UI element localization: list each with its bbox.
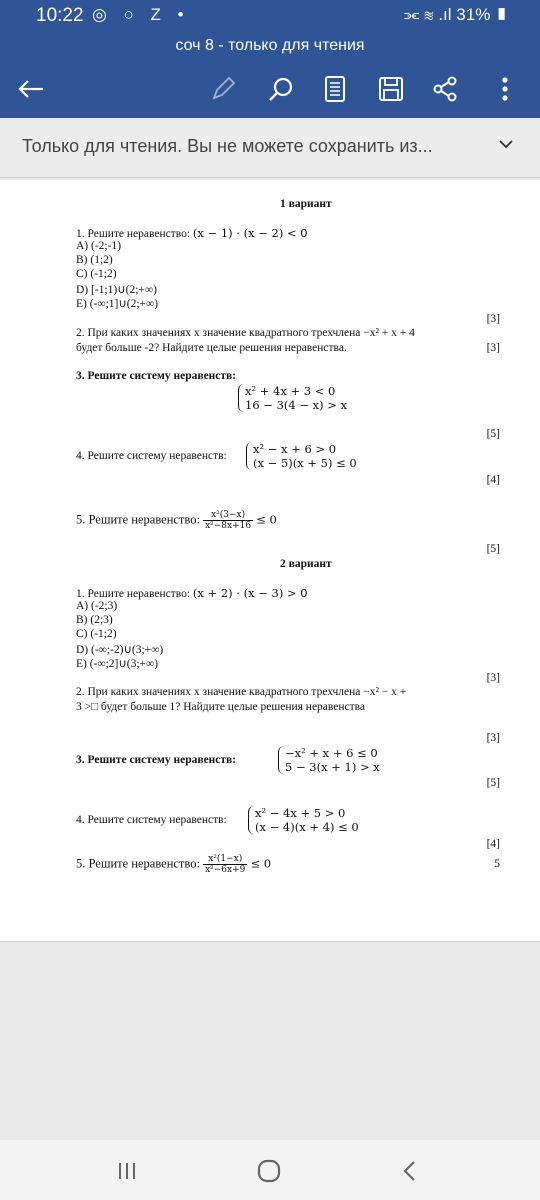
pencil-icon — [210, 76, 236, 102]
status-time: 10:22 — [36, 5, 84, 26]
search-button[interactable] — [264, 72, 298, 106]
score: [5] — [486, 777, 500, 789]
document-title: соч 8 - только для чтения — [0, 32, 540, 60]
v1-q2-text-line2: будет больше -2? Найдите целые решения неравенства. — [76, 342, 347, 354]
chevron-down-icon[interactable] — [498, 138, 514, 150]
back-button[interactable] — [14, 72, 48, 106]
score: [5] — [486, 543, 500, 555]
v2-q3-system: −x² + x + 6 ≤ 0 5 − 3(x + 1) > x — [278, 746, 380, 774]
score: [4] — [486, 838, 500, 850]
toolbar — [0, 60, 540, 118]
v2-q1-option-b: B) (2;3) — [76, 614, 113, 626]
v1-q3-system: x² + 4x + 3 < 0 16 − 3(4 − x) > x — [238, 384, 347, 412]
v2-q4-system: x² − 4x + 5 > 0 (x − 4)(x + 4) ≤ 0 — [248, 806, 359, 834]
variant-1-heading: 1 вариант — [280, 198, 332, 210]
notification-icons: ◎ ○ Z • — [92, 5, 190, 24]
save-icon — [378, 76, 404, 102]
status-right — [404, 5, 508, 25]
home-button[interactable] — [252, 1154, 286, 1188]
chevron-left-icon — [401, 1160, 417, 1182]
document-page — [0, 180, 540, 942]
v1-q3-text: 3. Решите систему неравенств: — [76, 370, 237, 382]
score: [3] — [486, 732, 500, 744]
v1-q4-text: 4. Решите систему неравенств: — [76, 450, 227, 462]
v2-q5-fraction: $\frac{\text{x²(1−x)}}{\text{x²−6x+9}}$ — [205, 854, 246, 875]
read-only-banner[interactable] — [0, 118, 540, 178]
recents-icon — [116, 1161, 138, 1181]
battery-level: 31% — [456, 5, 491, 24]
v1-q1-option-b: B) (1;2) — [76, 254, 113, 266]
v1-q2-text: 2. При каких значениях x значение квадратного трехчлена −x² + x + 4 — [76, 327, 415, 339]
share-icon — [432, 76, 458, 102]
system-back-button[interactable] — [392, 1154, 426, 1188]
v1-q1-option-c: C) (-1;2) — [76, 268, 117, 280]
document-view-icon — [324, 76, 346, 102]
score: [5] — [486, 428, 500, 440]
more-vert-icon — [500, 76, 510, 102]
edit-button[interactable] — [206, 72, 240, 106]
score: [3] — [486, 342, 500, 354]
reading-view-button[interactable] — [318, 72, 352, 106]
recents-button[interactable] — [110, 1154, 144, 1188]
banner-text: Только для чтения. Вы не можете сохранить из... — [22, 136, 433, 156]
v2-q1-option-d: D) (-∞;-2)∪(3;+∞) — [76, 644, 164, 656]
status-bar — [0, 0, 540, 32]
share-button[interactable] — [428, 72, 462, 106]
v1-q4-system: x² − x + 6 > 0 (x − 5)(x + 5) ≤ 0 — [246, 442, 357, 470]
v1-q5-text: 5. Решите неравенство: $\frac{\text{x²(3−x)}}{\text{x²−8x+16}}$ ≤ 0 — [76, 510, 277, 531]
v2-q1-option-a: A) (-2;3) — [76, 600, 118, 612]
battery-icon: ▮ — [495, 5, 508, 24]
score: [3] — [486, 672, 500, 684]
search-icon — [268, 76, 294, 102]
v1-q1-option-d: D) [-1;1)∪(2;+∞) — [76, 284, 157, 296]
signal-icon: ⫘ ≋ .ıl — [404, 5, 452, 24]
score: [4] — [486, 474, 500, 486]
back-arrow-icon — [18, 79, 44, 99]
v1-q1-option-e: E) (-∞;1]∪(2;+∞) — [76, 298, 159, 310]
navigation-bar — [0, 1140, 540, 1200]
score: 5 — [494, 858, 500, 870]
v1-q1-text: 1. Решите неравенство: (x − 1) · (x − 2) < 0 — [76, 226, 308, 240]
v2-q3-text: 3. Решите систему неравенств: — [76, 754, 237, 766]
v2-q2-text-line2: 3 >□ будет больше 1? Найдите целые решения неравенства — [76, 701, 366, 713]
v2-q4-text: 4. Решите систему неравенств: — [76, 814, 227, 826]
v2-q1-option-e: E) (-∞;2]∪(3;+∞) — [76, 658, 159, 670]
score: [3] — [486, 313, 500, 325]
v2-q1-text: 1. Решите неравенство: (x + 2) · (x − 3) > 0 — [76, 586, 308, 600]
v1-q5-fraction: $\frac{\text{x²(3−x)}}{\text{x²−8x+16}}$ — [205, 510, 252, 531]
save-button[interactable] — [374, 72, 408, 106]
home-icon — [256, 1158, 282, 1184]
v1-q1-option-a: A) (-2;-1) — [76, 240, 122, 252]
variant-2-heading: 2 вариант — [280, 558, 332, 570]
more-options-button[interactable] — [488, 72, 522, 106]
v2-q5-text: 5. Решите неравенство: $\frac{\text{x²(1−x)}}{\text{x²−6x+9}}$ ≤ 0 — [76, 854, 272, 875]
v2-q2-text: 2. При каких значениях x значение квадратного трехчлена −x² − x + — [76, 686, 407, 698]
v2-q1-option-c: C) (-1;2) — [76, 628, 117, 640]
